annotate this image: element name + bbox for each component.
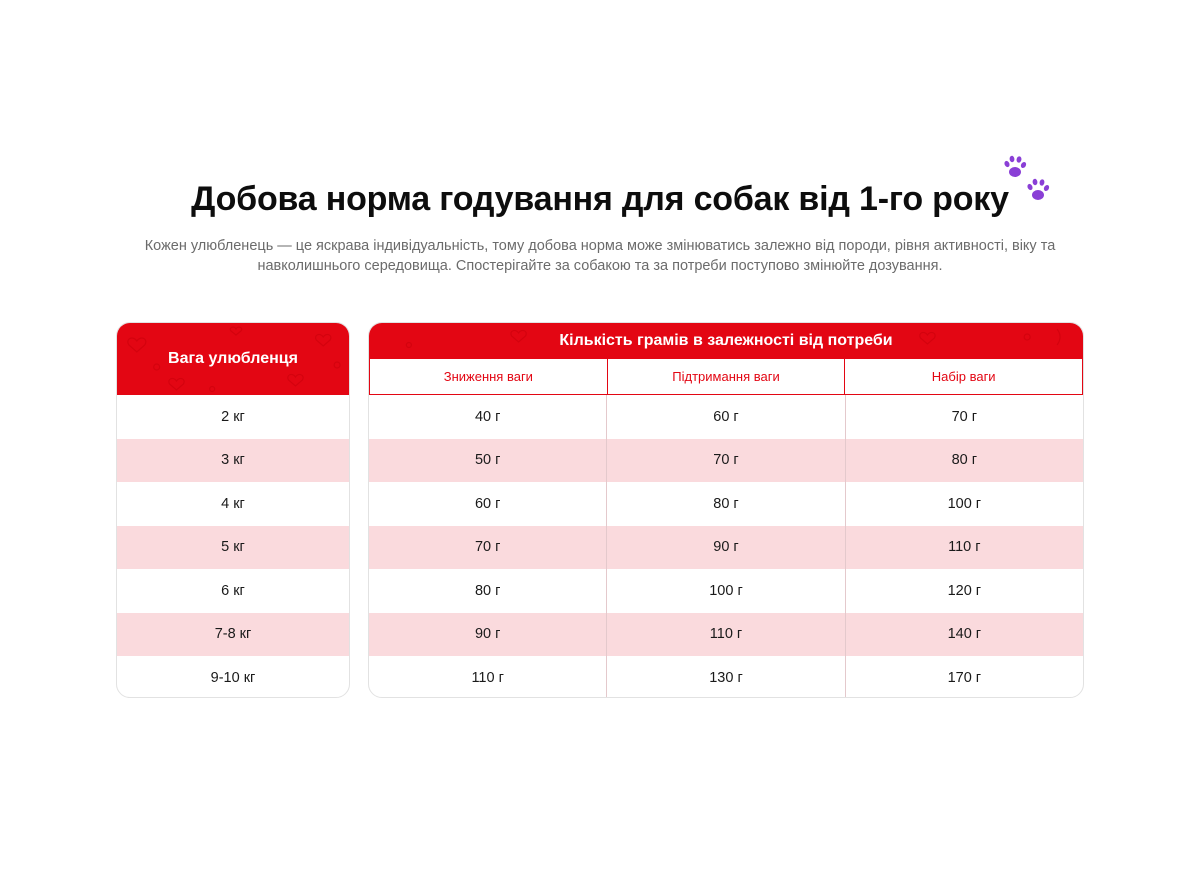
weight-table-header — [117, 323, 349, 395]
portion-cell: 110 г — [471, 669, 504, 686]
weight-cell: 3 кг — [221, 452, 245, 469]
portion-cell: 140 г — [845, 613, 1083, 657]
weight-table-header-label: Вага улюбленця — [168, 350, 298, 367]
weight-row — [117, 569, 349, 613]
page-subtitle — [110, 236, 1090, 276]
weight-cell: 9-10 кг — [210, 669, 256, 686]
portion-table — [368, 322, 1084, 698]
portion-table-header-label: Кількість грамів в залежності від потреби — [559, 332, 893, 349]
portion-cell: 70 г — [845, 395, 1083, 439]
portion-cell: 60 г — [474, 495, 501, 512]
portion-row — [369, 395, 1083, 439]
weight-row — [117, 395, 349, 439]
column-header-weight-maintenance: Підтримання ваги — [607, 359, 845, 394]
portion-cell: 70 г — [606, 439, 844, 483]
portion-table-column-headers — [369, 359, 1083, 395]
weight-row — [117, 526, 349, 570]
portion-cell: 110 г — [606, 613, 844, 657]
weight-cell: 7-8 кг — [214, 626, 252, 643]
portion-cell: 100 г — [606, 569, 844, 613]
portion-cell: 60 г — [606, 395, 844, 439]
portion-cell: 80 г — [606, 482, 844, 526]
portion-row — [369, 439, 1083, 483]
weight-row — [117, 613, 349, 657]
weight-cell: 4 кг — [221, 495, 245, 512]
portion-row — [369, 656, 1083, 698]
portion-cell: 50 г — [474, 452, 501, 469]
subtitle-line-2: навколишнього середовища. Спостерігайте за собакою та за потреби поступово змінюйте дозування. — [257, 258, 943, 274]
portion-cell: 170 г — [845, 656, 1083, 698]
portion-cell: 110 г — [845, 526, 1083, 570]
weight-row — [117, 482, 349, 526]
column-header-weight-gain: Набір ваги — [844, 359, 1082, 394]
weight-row — [117, 439, 349, 483]
subtitle-line-1: Кожен улюбленець — це яскрава індивідуальність, тому добова норма може змінюватись залежно від породи, рівня активності, віку та — [144, 238, 1056, 254]
paw-prints-icon — [1000, 152, 1054, 208]
weight-cell: 5 кг — [221, 539, 245, 556]
portion-cell: 90 г — [474, 626, 501, 643]
weight-cell: 6 кг — [221, 582, 245, 599]
weight-row — [117, 656, 349, 698]
weight-table — [116, 322, 350, 698]
portion-row — [369, 569, 1083, 613]
page-title: Добова норма годування для собак від 1-го року — [191, 180, 1009, 218]
portion-cell: 90 г — [606, 526, 844, 570]
portion-cell: 40 г — [474, 408, 501, 425]
portion-row — [369, 526, 1083, 570]
column-header-weight-loss: Зниження ваги — [443, 369, 533, 384]
portion-cell: 120 г — [845, 569, 1083, 613]
portion-cell: 130 г — [606, 656, 844, 698]
portion-cell: 100 г — [845, 482, 1083, 526]
portion-table-header — [369, 323, 1083, 359]
portion-cell: 80 г — [845, 439, 1083, 483]
portion-row — [369, 613, 1083, 657]
portion-row — [369, 482, 1083, 526]
portion-cell: 70 г — [474, 539, 501, 556]
weight-cell: 2 кг — [221, 408, 245, 425]
portion-cell: 80 г — [474, 582, 501, 599]
